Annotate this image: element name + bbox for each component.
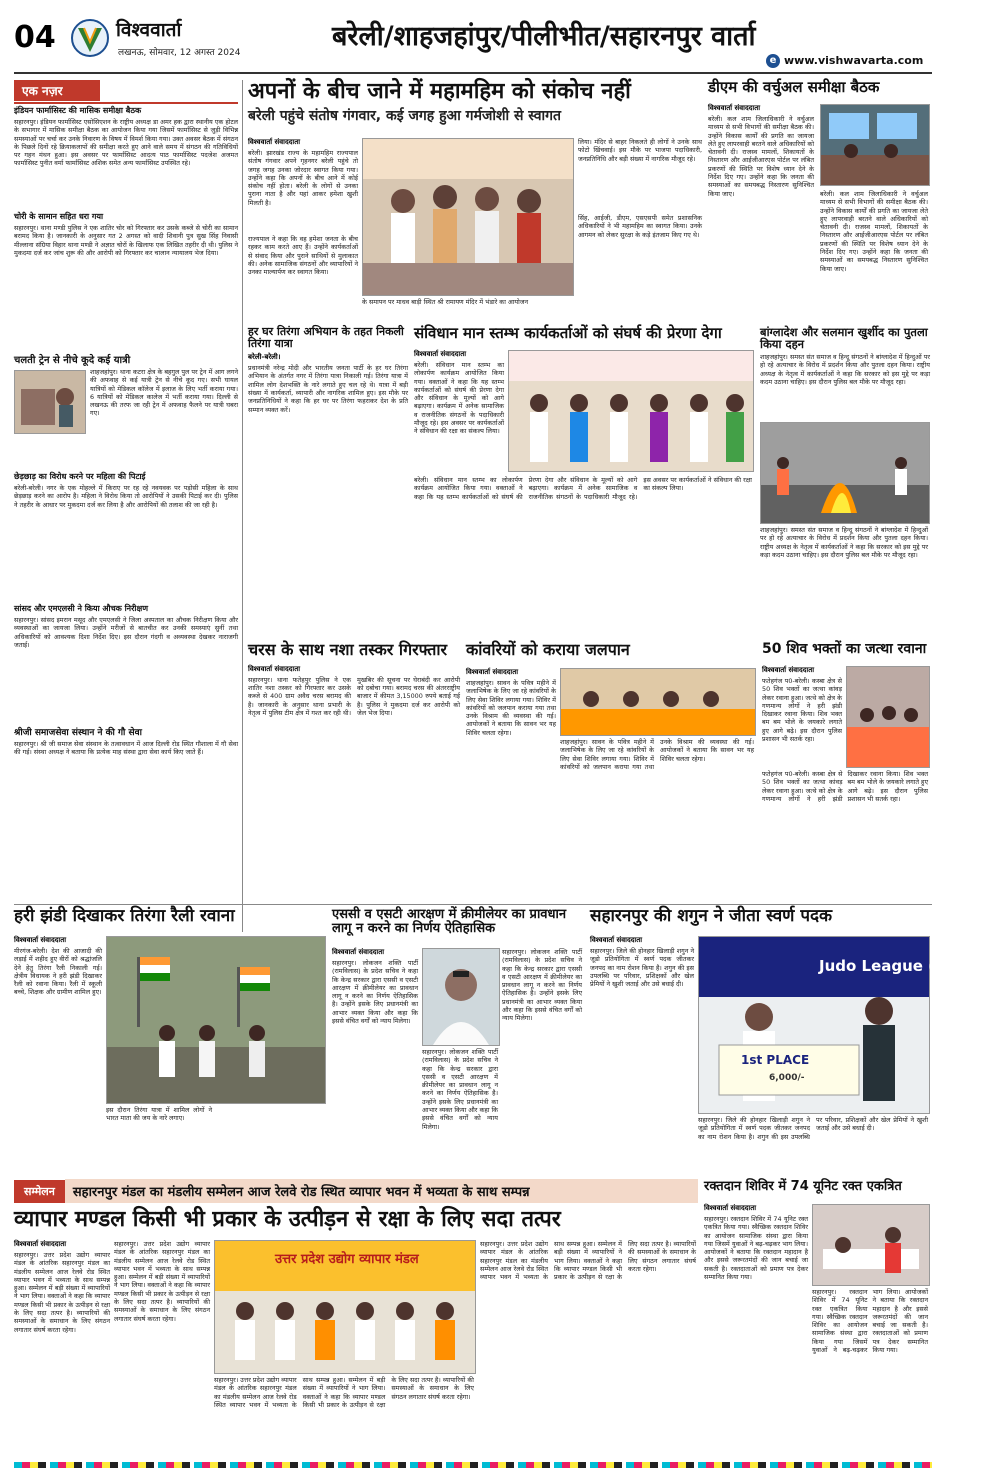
sc-st-story — [332, 908, 584, 1174]
charas-byline: विश्ववार्ता संवाददाता — [248, 664, 301, 673]
shiv-bhakt-text: फतेहगंज प0-बरेली। कस्बा क्षेत्र से 50 शिव भक्तों का जत्था कांवड़ लेकर रवाना हुआ। जत्थे को क्षेत्र के गणमान्य लोगों ने हरी झंडी दिखाकर रवाना किया। शिव भक्त बम बम भोले के जयकारे लगाते हुए आगे बढ़े। इस दौरान पुलिस प्रशासन भी सतर्क रहा। — [762, 677, 842, 744]
kanwariya-photo — [560, 668, 756, 736]
sammelan-text-3: सहारनपुर। उत्तर प्रदेश उद्योग व्यापार मंडल के आंतरिक सहारनपुर मंडल का मंडलीय सम्मेलन आज रेलवे रोड स्थित व्यापार भवन में भव्यता के साथ सम्पन्न हुआ। सम्मेलन में बड़ी संख्या में व्यापारियों ने भाग लिया। वक्ताओं ने कहा कि व्यापार मण्डल किसी भी प्रकार के उत्पीड़न से रक्षा के लिए सदा तत्पर है। व्यापारियों की समस्याओं के समाधान के लिए संगठन लगातार संघर्ष करता रहेगा। — [214, 1376, 474, 1409]
samvidhan-story — [414, 326, 754, 636]
print-color-bar — [14, 1462, 932, 1468]
page-number: 04 — [14, 20, 56, 55]
shagun-text: सहारनपुर। जिले की होनहार खिलाड़ी शगुन ने जूडो प्रतियोगिता में स्वर्ण पदक जीतकर जनपद का नाम रोशन किया है। शगुन की इस उपलब्धि पर परिवार, प्रशिक्षकों और खेल प्रेमियों ने खुशी जताई और उसे बधाई दी। — [590, 947, 694, 989]
raktdan-text: सहारनपुर। रक्तदान शिविर में 74 यूनिट रक्त एकत्रित किया गया। स्वैच्छिक रक्तदान शिविर का आयोजन सामाजिक संस्था द्वारा किया गया जिसमें युवाओं ने बढ़-चढ़कर भाग लिया। आयोजकों ने बताया कि रक्तदान महादान है और इससे जरूरतमंदों की जान बचाई जा सकती है। रक्तदाताओं को प्रमाण पत्र देकर सम्मानित किया गया। — [704, 1215, 808, 1282]
main-story — [248, 80, 702, 320]
column-divider — [242, 80, 243, 932]
bangladesh-text-cont: शाहजहांपुर। समस्त संत समाज व हिन्दू संगठनों ने बांग्लादेश में हिन्दुओं पर हो रहे अत्याचार के विरोध में प्रदर्शन किया और पुतला दहन किया। राष्ट्रीय अध्यक्ष के नेतृत्व में कार्यकर्ताओं ने कहा कि सरकार को इस मुद्दे पर कड़ा कदम उठाना चाहिए। इस दौरान पुलिस बल मौके पर मौजूद रहा। — [760, 526, 928, 559]
bangladesh-text: शाहजहांपुर। समस्त संत समाज व हिन्दू संगठनों ने बांग्लादेश में हिन्दुओं पर हो रहे अत्याचार के विरोध में प्रदर्शन किया और पुतला दहन किया। राष्ट्रीय अध्यक्ष के नेतृत्व में कार्यकर्ताओं ने कहा कि सरकार को इस मुद्दे पर कड़ा कदम उठाना चाहिए। इस दौरान पुलिस बल मौके पर मौजूद रहा। — [760, 353, 930, 387]
sammelan-text: सहारनपुर। उत्तर प्रदेश उद्योग व्यापार मंडल के आंतरिक सहारनपुर मंडल का मंडलीय सम्मेलन आज रेलवे रोड स्थित व्यापार भवन में भव्यता के साथ सम्पन्न हुआ। सम्मेलन में बड़ी संख्या में व्यापारियों ने भाग लिया। वक्ताओं ने कहा कि व्यापार मण्डल किसी भी प्रकार के उत्पीड़न से रक्षा के लिए सदा तत्पर है। व्यापारियों की समस्याओं के समाधान के लिए संगठन लगातार संघर्ष करता रहेगा। — [14, 1251, 110, 1334]
brand-name: विश्ववार्ता — [116, 19, 182, 41]
section-rule — [14, 904, 932, 905]
kanwariya-text: शाहजहांपुर। सावन के पवित्र महीने में जलाभिषेक के लिए जा रहे कांवरियों के लिए सेवा शिविर लगाया गया। शिविर में कांवरियों को जलपान कराया गया तथा उनके विश्राम की व्यवस्था की गई। आयोजकों ने बताया कि सावन भर यह शिविर चलता रहेगा। — [466, 679, 556, 737]
kanwariya-story — [466, 642, 756, 900]
shiv-bhakt-byline: विश्ववार्ता संवाददाता — [762, 666, 815, 674]
section-title: बरेली/शाहजहांपुर/पीलीभीत/सहारनपुर वार्ता — [332, 21, 756, 52]
nazar-text-6: सहारनपुर। श्री जी समाज सेवा संस्थान के तत्वावधान में आज दिल्ली रोड स्थित गौशाला में गौ सेवा की गई। संस्था अध्यक्ष ने बताया कि प्रत्येक माह संस्था द्वारा सेवा कार्य किए जाते हैं। — [14, 740, 238, 757]
hari-jhandi-text: मीरगंज-बरेली। देश की आजादी की लड़ाई में शहीद हुए वीरों को श्रद्धांजलि देने हेतु तिरंगा रैली निकाली गई। क्षेत्रीय विधायक ने हरी झंडी दिखाकर रैली को रवाना किया। रैली में स्कूली बच्चे, शिक्षक और ग्रामीण शामिल हुए। — [14, 947, 102, 997]
samvidhan-photo — [508, 350, 754, 472]
main-photo-caption: के समापन पर माधव बाड़ी स्थित श्री रामायण मंदिर में भंडारे का आयोजन — [362, 298, 529, 306]
tiranga-byline: बरेली-बरेली। — [248, 353, 281, 362]
train-photo — [14, 370, 86, 434]
main-text-1: बरेली। झारखंड राज्य के महामहिम राज्यपाल संतोष गंगवार अपने गृहनगर बरेली पहुंचे तो जगह जगह उनका जोरदार स्वागत किया गया। उन्होंने कहा कि अपनों के बीच आने में कोई संकोच नहीं होता। बरेली के लोगों से उनका पुराना नाता है और यहां आकर हमेशा खुशी मिलती है। — [248, 149, 358, 207]
charas-headline: चरस के साथ नशा तस्कर गिरफ्तार — [248, 640, 448, 659]
website-link[interactable]: www.vishwavarta.com — [784, 54, 924, 67]
bangladesh-headline: बांग्लादेश और सलमान खुर्शीद का पुतला किया दहन — [760, 325, 928, 352]
sc-st-headline: एससी व एसटी आरक्षण में क्रीमीलेयर का प्रावधान लागू न करने का निर्णय ऐतिहासिक — [332, 907, 567, 936]
main-byline: विश्ववार्ता संवाददाता — [248, 138, 301, 146]
globe-icon: e — [766, 54, 780, 68]
sc-st-byline: विश्ववार्ता संवाददाता — [332, 948, 385, 956]
effigy-burning-photo — [760, 422, 930, 524]
shagun-headline: सहारनपुर की शगुन ने जीता स्वर्ण पदक — [590, 906, 833, 926]
sammelan-text-4: सहारनपुर। उत्तर प्रदेश उद्योग व्यापार मंडल के आंतरिक सहारनपुर मंडल का मंडलीय सम्मेलन आज रेलवे रोड स्थित व्यापार भवन में भव्यता के साथ सम्पन्न हुआ। सम्मेलन में बड़ी संख्या में व्यापारियों ने भाग लिया। वक्ताओं ने कहा कि व्यापार मण्डल किसी भी प्रकार के उत्पीड़न से रक्षा के लिए सदा तत्पर है। व्यापारियों की समस्याओं के समाधान के लिए संगठन लगातार संघर्ष करता रहेगा। — [480, 1240, 696, 1282]
shiv-bhakt-photo — [846, 666, 930, 768]
ek-nazar-column — [14, 80, 238, 930]
main-headline: अपनों के बीच जाने में महामहिम को संकोच नहीं — [248, 79, 631, 104]
tiranga-rally-photo — [106, 936, 326, 1104]
masthead — [14, 10, 932, 72]
tiranga-yatra-story — [248, 326, 408, 636]
sammelan-text-2: सहारनपुर। उत्तर प्रदेश उद्योग व्यापार मंडल के आंतरिक सहारनपुर मंडल का मंडलीय सम्मेलन आज रेलवे रोड स्थित व्यापार भवन में भव्यता के साथ सम्पन्न हुआ। सम्मेलन में बड़ी संख्या में व्यापारियों ने भाग लिया। वक्ताओं ने कहा कि व्यापार मण्डल किसी भी प्रकार के उत्पीड़न से रक्षा के लिए सदा तत्पर है। व्यापारियों की समस्याओं के समाधान के लिए संगठन लगातार संघर्ष करता रहेगा। — [114, 1240, 210, 1323]
dm-text: बरेली। कल शाम जिलाधिकारी ने वर्चुअल माध्यम से सभी विभागों की समीक्षा बैठक की। उन्होंने विकास कार्यों की प्रगति का जायजा लेते हुए लापरवाही बरतने वाले अधिकारियों को चेतावनी दी। राजस्व मामलों, शिकायतों के निस्तारण और आईजीआरएस पोर्टल पर लंबित प्रकरणों की स्थिति पर विशेष ध्यान देने के निर्देश दिए गए। उन्होंने कहा कि जनता की समस्याओं का समयबद्ध निस्तारण सुनिश्चित किया जाए। — [708, 115, 814, 198]
samvidhan-headline: संविधान मान स्तम्भ कार्यकर्ताओं को संघर्ष की प्रेरणा देगा — [414, 324, 722, 342]
hari-jhandi-headline: हरी झंडी दिखाकर तिरंगा रैली रवाना — [14, 906, 235, 926]
dm-headline: डीएम की वर्चुअल समीक्षा बैठक — [708, 78, 880, 96]
samvidhan-text-2: बरेली। संविधान मान स्तम्भ का लोकार्पण कार्यक्रम आयोजित किया गया। वक्ताओं ने कहा कि यह स्तम्भ कार्यकर्ताओं को संघर्ष की प्रेरणा देगा और संविधान के मूल्यों को आगे बढ़ाएगा। कार्यक्रम में अनेक सामाजिक व राजनीतिक संगठनों के पदाधिकारी मौजूद रहे। इस अवसर पर कार्यकर्ताओं ने संविधान की रक्षा का संकल्प लिया। — [414, 476, 752, 501]
charas-story — [248, 642, 460, 900]
kanwariya-text-cont: शाहजहांपुर। सावन के पवित्र महीने में जलाभिषेक के लिए जा रहे कांवरियों के लिए सेवा शिविर लगाया गया। शिविर में कांवरियों को जलपान कराया गया तथा उनके विश्राम की व्यवस्था की गई। आयोजकों ने बताया कि सावन भर यह शिविर चलता रहेगा। — [560, 738, 754, 771]
dm-text-cont: बरेली। कल शाम जिलाधिकारी ने वर्चुअल माध्यम से सभी विभागों की समीक्षा बैठक की। उन्होंने विकास कार्यों की प्रगति का जायजा लेते हुए लापरवाही बरतने वाले अधिकारियों को चेतावनी दी। राजस्व मामलों, शिकायतों के निस्तारण और आईजीआरएस पोर्टल पर लंबित प्रकरणों की स्थिति पर विशेष ध्यान देने के निर्देश दिए गए। उन्होंने कहा कि जनता की समस्याओं का समयबद्ध निस्तारण सुनिश्चित किया जाए। — [820, 190, 928, 273]
nazar-title-6: श्रीजी समाजसेवा संस्थान ने की गौ सेवा — [14, 728, 142, 738]
vyapar-banner-text: उत्तर प्रदेश उद्योग व्यापार मंडल — [275, 1252, 419, 1267]
nazar-text-4: बरेली-बरेली। नगर के एक मोहल्ले में किराए पर रह रहे नवयवक पर पड़ोसी महिला के साथ छेड़छाड़ करने का आरोप है। महिला ने विरोध किया तो आरोपियों ने उसकी पिटाई कर दी। पुलिस ने तहरीर के आधार पर मुकदमा दर्ज कर लिया है और आरोपियों की तलाश की जा रही है। — [14, 484, 238, 509]
tiranga-text: प्रधानमंत्री नरेन्द्र मोदी और भारतीय जनता पार्टी के हर घर तिरंगा अभियान के अंतर्गत नगर में तिरंगा यात्रा निकाली गई। तिरंगा यात्रा में शामिल लोग देशभक्ति के नारे लगाते हुए चल रहे थे। यात्रा में बड़ी संख्या में कार्यकर्ता, व्यापारी और नागरिक शामिल हुए। इस मौके पर जनप्रतिनिधियों ने कहा कि हर घर पर तिरंगा फहराकर देश के प्रति सम्मान व्यक्त करें। — [248, 364, 408, 414]
nazar-title-3: चलती ट्रेन से नीचे कूदे कई यात्री — [14, 355, 131, 366]
bangladesh-story — [760, 326, 930, 636]
raktdan-headline: रक्तदान शिविर में 74 यूनिट रक्त एकत्रित — [704, 1179, 902, 1194]
ek-nazar-label: एक नज़र — [14, 80, 100, 101]
hari-jhandi-story — [14, 908, 326, 1174]
nazar-title-5: सांसद और एमएलसी ने किया औचक निरीक्षण — [14, 604, 148, 613]
vyapar-mandal-photo — [214, 1240, 476, 1374]
shiv-bhakt-story — [762, 642, 930, 900]
sc-st-text: सहारनपुर। लोकजन शक्ति पार्टी (रामविलास) के प्रदेश सचिव ने कहा कि केन्द्र सरकार द्वारा एससी व एसटी आरक्षण में क्रीमीलेयर का प्रावधान लागू न करने का निर्णय ऐतिहासिक है। उन्होंने इसके लिए प्रधानमंत्री का आभार व्यक्त किया और कहा कि इससे वंचित वर्गों को न्याय मिलेगा। — [332, 959, 418, 1026]
shagun-story — [590, 906, 999, 1174]
shiv-bhakt-text-cont: फतेहगंज प0-बरेली। कस्बा क्षेत्र से 50 शिव भक्तों का जत्था कांवड़ लेकर रवाना हुआ। जत्थे को क्षेत्र के गणमान्य लोगों ने हरी झंडी दिखाकर रवाना किया। शिव भक्त बम बम भोले के जयकारे लगाते हुए आगे बढ़े। इस दौरान पुलिस प्रशासन भी सतर्क रहा। — [762, 770, 928, 803]
shagun-byline: विश्ववार्ता संवाददाता — [590, 936, 643, 944]
raktdan-story — [704, 1180, 930, 1458]
dm-meeting-photo — [820, 104, 930, 186]
judo-banner-text: Judo League (North Z — [819, 957, 999, 975]
sammelan-story — [14, 1180, 698, 1458]
kanwariya-byline: विश्ववार्ता संवाददाता — [466, 668, 519, 676]
main-text-2: राज्यपाल ने कहा कि वह हमेशा जनता के बीच रहकर काम करते आए हैं। उन्होंने कार्यकर्ताओं से संवाद किया और पुराने साथियों से मुलाकात की। अनेक सामाजिक संगठनों और व्यापारियों ने उनका माल्यार्पण कर स्वागत किया। — [248, 235, 358, 277]
edition-date: लखनऊ, सोमवार, 12 अगस्त 2024 — [118, 48, 241, 58]
main-text-4: सिंह, आईजी, डीएम, एसएसपी समेत प्रशासनिक अधिकारियों ने भी महामहिम का स्वागत किया। उनके आगमन को लेकर सुरक्षा के कड़े इंतजाम किए गए थे। — [578, 214, 702, 239]
sc-st-text-3: सहारनपुर। लोकजन शक्ति पार्टी (रामविलास) के प्रदेश सचिव ने कहा कि केन्द्र सरकार द्वारा एससी व एसटी आरक्षण में क्रीमीलेयर का प्रावधान लागू न करने का निर्णय ऐतिहासिक है। उन्होंने इसके लिए प्रधानमंत्री का आभार व्यक्त किया और कहा कि इससे वंचित वर्गों को न्याय मिलेगा। — [502, 948, 582, 1023]
medal-place-text: 1st PLACE — [741, 1053, 810, 1067]
sammelan-byline: विश्ववार्ता संवाददाता — [14, 1240, 67, 1248]
kanwariya-headline: कांवरियों को कराया जलपान — [466, 640, 630, 659]
nazar-title-4: छेड़छाड़ का विरोध करने पर महिला की पिटाई — [14, 472, 146, 481]
samvidhan-byline: विश्ववार्ता संवाददाता — [414, 350, 467, 358]
sammelan-label: सम्मेलन — [14, 1180, 65, 1203]
header-rule — [14, 72, 932, 74]
hari-jhandi-byline: विश्ववार्ता संवाददाता — [14, 936, 67, 944]
nazar-title-1: इंडियन फार्मासिस्ट की मासिक समीक्षा बैठक — [14, 106, 142, 115]
dm-byline: विश्ववार्ता संवाददाता — [708, 104, 761, 112]
main-text-3: लिया। मंदिर से बाहर निकलते ही लोगों ने उनके साथ फोटो खिंचवाई। इस मौके पर भाजपा पदाधिकारी, जनप्रतिनिधि और बड़ी संख्या में नागरिक मौजूद रहे। — [578, 138, 702, 163]
main-subheadline: बरेली पहुंचे संतोष गंगवार, कई जगह हुआ गर्मजोशी से स्वागत — [248, 108, 562, 125]
shiv-bhakt-headline: 50 शिव भक्तों का जत्था रवाना — [762, 641, 927, 657]
shagun-award-photo — [698, 936, 999, 1114]
charas-text: सहारनपुर। थाना फतेहपुर पुलिस ने एक शातिर नशा तस्कर को गिरफ्तार कर उसके कब्जे से 400 ग्राम अवैध चरस बरामद की है। जानकारी के अनुसार थाना प्रभारी के नेतृत्व में पुलिस टीम क्षेत्र में गश्त कर रही थी। मुखबिर की सूचना पर घेराबंदी कर आरोपी को दबोचा गया। बरामद चरस की अंतरराष्ट्रीय बाजार में कीमत 3,15000 रुपये बताई गई है। पुलिस ने मुकदमा दर्ज कर आरोपी को जेल भेज दिया। — [248, 675, 460, 717]
raktdan-byline: विश्ववार्ता संवाददाता — [704, 1204, 757, 1212]
cheque-amount-text: 6,000/- — [769, 1073, 805, 1083]
vishwavarta-logo-icon — [70, 16, 110, 60]
raktdan-text-cont: सहारनपुर। रक्तदान शिविर में 74 यूनिट रक्त एकत्रित किया गया। स्वैच्छिक रक्तदान शिविर का आयोजन सामाजिक संस्था द्वारा किया गया जिसमें युवाओं ने बढ़-चढ़कर भाग लिया। आयोजकों ने बताया कि रक्तदान महादान है और इससे जरूरतमंदों की जान बचाई जा सकती है। रक्तदाताओं को प्रमाण पत्र देकर सम्मानित किया गया। — [812, 1288, 928, 1355]
nazar-title-2: चोरी के सामान सहित धरा गया — [14, 212, 104, 221]
sammelan-headline: व्यापार मण्डल किसी भी प्रकार के उत्पीड़न से रक्षा के लिए सदा तत्पर — [14, 1207, 561, 1232]
hari-jhandi-caption: इस दौरान तिरंगा यात्रा में शामिल लोगों ने भारत माता की जय के नारे लगाए। — [106, 1106, 212, 1123]
blood-donation-photo — [812, 1204, 930, 1286]
leader-portrait-photo — [422, 948, 500, 1046]
governor-photo — [362, 138, 574, 296]
sammelan-strap: सहारनपुर मंडल का मंडलीय सम्मेलन आज रेलवे रोड स्थित व्यापार भवन में भव्यता के साथ सम्पन्न — [65, 1179, 698, 1203]
shagun-text-cont: सहारनपुर। जिले की होनहार खिलाड़ी शगुन ने जूडो प्रतियोगिता में स्वर्ण पदक जीतकर जनपद का नाम रोशन किया है। शगुन की इस उपलब्धि पर परिवार, प्रशिक्षकों और खेल प्रेमियों ने खुशी जताई और उसे बधाई दी। — [698, 1116, 928, 1141]
nazar-text-2: सहारनपुर। थाना मण्डी पुलिस ने एक शातिर चोर को गिरफ्तार कर उसके कब्जे से चोरी का सामान बरामद किया है। जानकारी के अनुसार गत 2 अगस्त को वादी शिवानी पुत्र सुख सिंह निवासी मील्लाना संग्रिया विहार थाना मण्डी ने अज्ञात चोरों के खिलाफ एक लिखित तहरीर दी थी। पुलिस ने मुकदमा दर्ज कर जांच शुरू की और आरोपी को गिरफ्तार कर चालान न्यायालय भेज दिया। — [14, 224, 238, 257]
nazar-text-1: सहारनपुर। इंडियन फार्मासिस्ट एसोसिएशन के राष्ट्रीय अध्यक्ष डा अमर हक द्वारा स्थानीय एक होटल के सभागार में मासिक समीक्षा बैठक का आयोजन किया गया जिसमें फार्मासिस्ट से जुड़ी विभिन्न समस्याओं पर चर्चा कर उनके निवारण के विषय में विमर्श किया गया। उक्त अवसर बैठक में संगठन के पिछले दिनों रहे क्रियाकलापों की समीक्षा करते हुए आने वाले समय में संगठन की गतिविधियों पर गहन मंथन हुआ। इस अवसर पर फार्मासिस्ट आदत्य पाठ फार्मासिस्ट पदजेश अजमत फार्मासिस्ट पुनीत वर्मा फार्मासिस्ट अशिक समेत अन्य फार्मासिस्ट उपस्थित रहे। — [14, 118, 238, 168]
nazar-text-3: शाहजहांपुर। थाना कटरा क्षेत्र के बहगुल पुल पर ट्रेन में आग लगने की अफवाह से कई यात्री ट्रेन से नीचे कूद गए। सभी घायल यात्रियों को मेडिकल कॉलेज में इलाज के लिए भर्ती कराया गया। 6 यात्रियों को मेडिकल कालेज में भर्ती कराया गया। दिल्ली से लखनऊ की तरफ जा रही ट्रेन में अफवाह फैलने पर यात्री घबरा गए। — [90, 368, 238, 418]
tiranga-headline: हर घर तिरंगा अभियान के तहत निकली तिरंगा यात्रा — [248, 325, 404, 350]
nazar-text-5: सहारनपुर। सांसद इमरान मसूद और एमएलसी ने जिला अस्पताल का औचक निरीक्षण किया और व्यवस्थाओं का जायजा लिया। उन्होंने मरीजों से बातचीत कर उनकी समस्याएं सुनीं तथा अधिकारियों को आवश्यक दिशा निर्देश दिए। इस दौरान गंदगी व अव्यवस्था देखकर नाराजगी जताई। — [14, 616, 238, 649]
dm-story — [708, 80, 930, 320]
sc-st-text-2: सहारनपुर। लोकजन शक्ति पार्टी (रामविलास) के प्रदेश सचिव ने कहा कि केन्द्र सरकार द्वारा एससी व एसटी आरक्षण में क्रीमीलेयर का प्रावधान लागू न करने का निर्णय ऐतिहासिक है। उन्होंने इसके लिए प्रधानमंत्री का आभार व्यक्त किया और कहा कि इससे वंचित वर्गों को न्याय मिलेगा। — [422, 1048, 499, 1131]
samvidhan-text-1: बरेली। संविधान मान स्तम्भ का लोकार्पण कार्यक्रम आयोजित किया गया। वक्ताओं ने कहा कि यह स्तम्भ कार्यकर्ताओं को संघर्ष की प्रेरणा देगा और संविधान के मूल्यों को आगे बढ़ाएगा। कार्यक्रम में अनेक सामाजिक व राजनीतिक संगठनों के पदाधिकारी मौजूद रहे। इस अवसर पर कार्यकर्ताओं ने संविधान की रक्षा का संकल्प लिया। — [414, 361, 504, 436]
